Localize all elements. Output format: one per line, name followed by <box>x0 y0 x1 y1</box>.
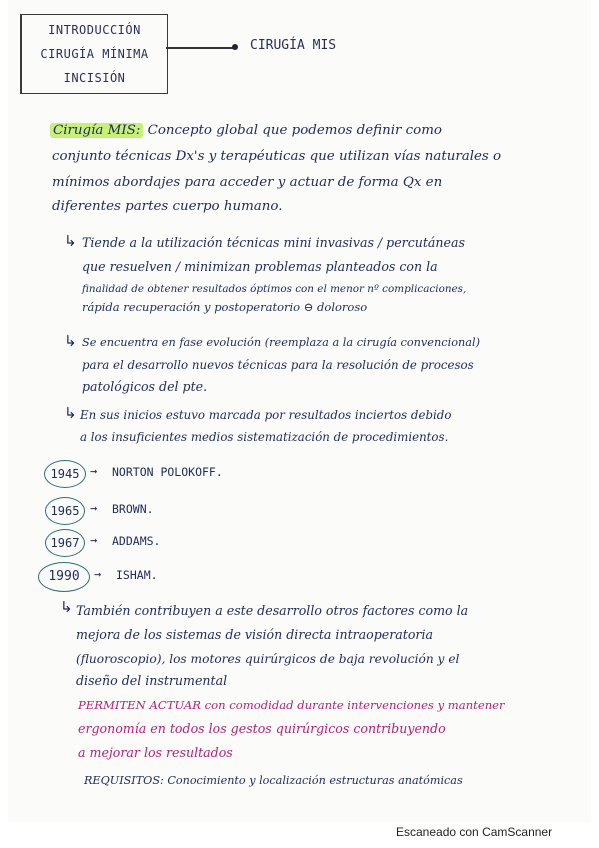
timeline-name: NORTON POLOKOFF. <box>112 465 223 479</box>
scanner-watermark: Escaneado con CamScanner <box>396 825 553 839</box>
year-circle: 1965 <box>45 497 85 525</box>
year-circle: 1967 <box>45 529 85 557</box>
title-box <box>20 14 168 94</box>
bullet-1-line-2: que resuelven / minimizan problemas planteados con la <box>82 259 438 274</box>
timeline-arrow-icon: → <box>90 501 98 515</box>
definition-line-2: conjunto técnicas Dx's y terapéuticas que utilizan vías naturales o <box>52 149 502 164</box>
timeline-arrow-icon: → <box>90 464 98 478</box>
bullet-2-line-2: para el desarrollo nuevos técnicas para la resolución de procesos <box>82 358 474 372</box>
bullet-icon: ↳ <box>64 332 77 350</box>
bullet-3-line-1: En sus inicios estuvo marcada por resultados inciertos debido <box>80 408 452 422</box>
title-line-1: INTRODUCCIÓN <box>48 23 141 37</box>
pink-line-1: PERMITEN ACTUAR con comodidad durante intervenciones y mantener <box>78 698 505 712</box>
timeline-name: ISHAM. <box>116 568 158 582</box>
timeline-name: BROWN. <box>112 502 154 516</box>
year-circle: 1990 <box>38 562 90 592</box>
arrow-dot-icon <box>232 44 238 50</box>
timeline-arrow-icon: → <box>90 533 98 547</box>
title-arrow-label: CIRUGÍA MIS <box>250 38 337 53</box>
requirements-line: REQUISITOS: Conocimiento y localización estructuras anatómicas <box>84 774 463 787</box>
timeline-arrow-icon: → <box>94 567 102 581</box>
title-line-2: CIRUGÍA MÍNIMA <box>40 47 149 61</box>
definition-line-1: Cirugía MIS: Concepto global que podemos definir como <box>50 120 442 142</box>
bullet-icon: ↳ <box>60 598 73 616</box>
bullet-icon: ↳ <box>64 232 77 250</box>
definition-line-3: mínimos abordajes para acceder y actuar de forma Qx en <box>52 175 443 190</box>
title-arrow <box>166 47 236 49</box>
bullet-2-line-1: Se encuentra en fase evolución (reemplaza a la cirugía convencional) <box>82 336 481 349</box>
definition-term: Cirugía MIS: <box>50 123 143 138</box>
bullet-icon: ↳ <box>64 404 77 422</box>
final-line-1: También contribuyen a este desarrollo otros factores como la <box>76 603 469 618</box>
definition-line-4: diferentes partes cuerpo humano. <box>52 199 283 214</box>
bullet-1-line-4: rápida recuperación y postoperatorio ⊖ doloroso <box>82 300 368 314</box>
bullet-3-line-2: a los insuficientes medios sistematización de procedimientos. <box>80 430 449 444</box>
title-line-3: INCISIÓN <box>63 71 126 85</box>
pink-line-3: a mejorar los resultados <box>78 745 233 760</box>
final-line-2: mejora de los sistemas de visión directa intraoperatoria <box>76 627 433 642</box>
year-circle: 1945 <box>44 460 86 488</box>
timeline-name: ADDAMS. <box>112 534 161 548</box>
final-line-4: diseño del instrumental <box>76 673 228 688</box>
bullet-1-line-1: Tiende a la utilización técnicas mini invasivas / percutáneas <box>82 235 465 250</box>
pink-line-2: ergonomía en todos los gestos quirúrgicos contribuyendo <box>78 721 446 736</box>
bullet-1-line-3: finalidad de obtener resultados óptimos con el menor nº complicaciones, <box>82 283 467 295</box>
final-line-3: (fluoroscopio), los motores quirúrgicos de baja revolución y el <box>76 652 460 666</box>
bullet-2-line-3: patológicos del pte. <box>82 379 208 394</box>
